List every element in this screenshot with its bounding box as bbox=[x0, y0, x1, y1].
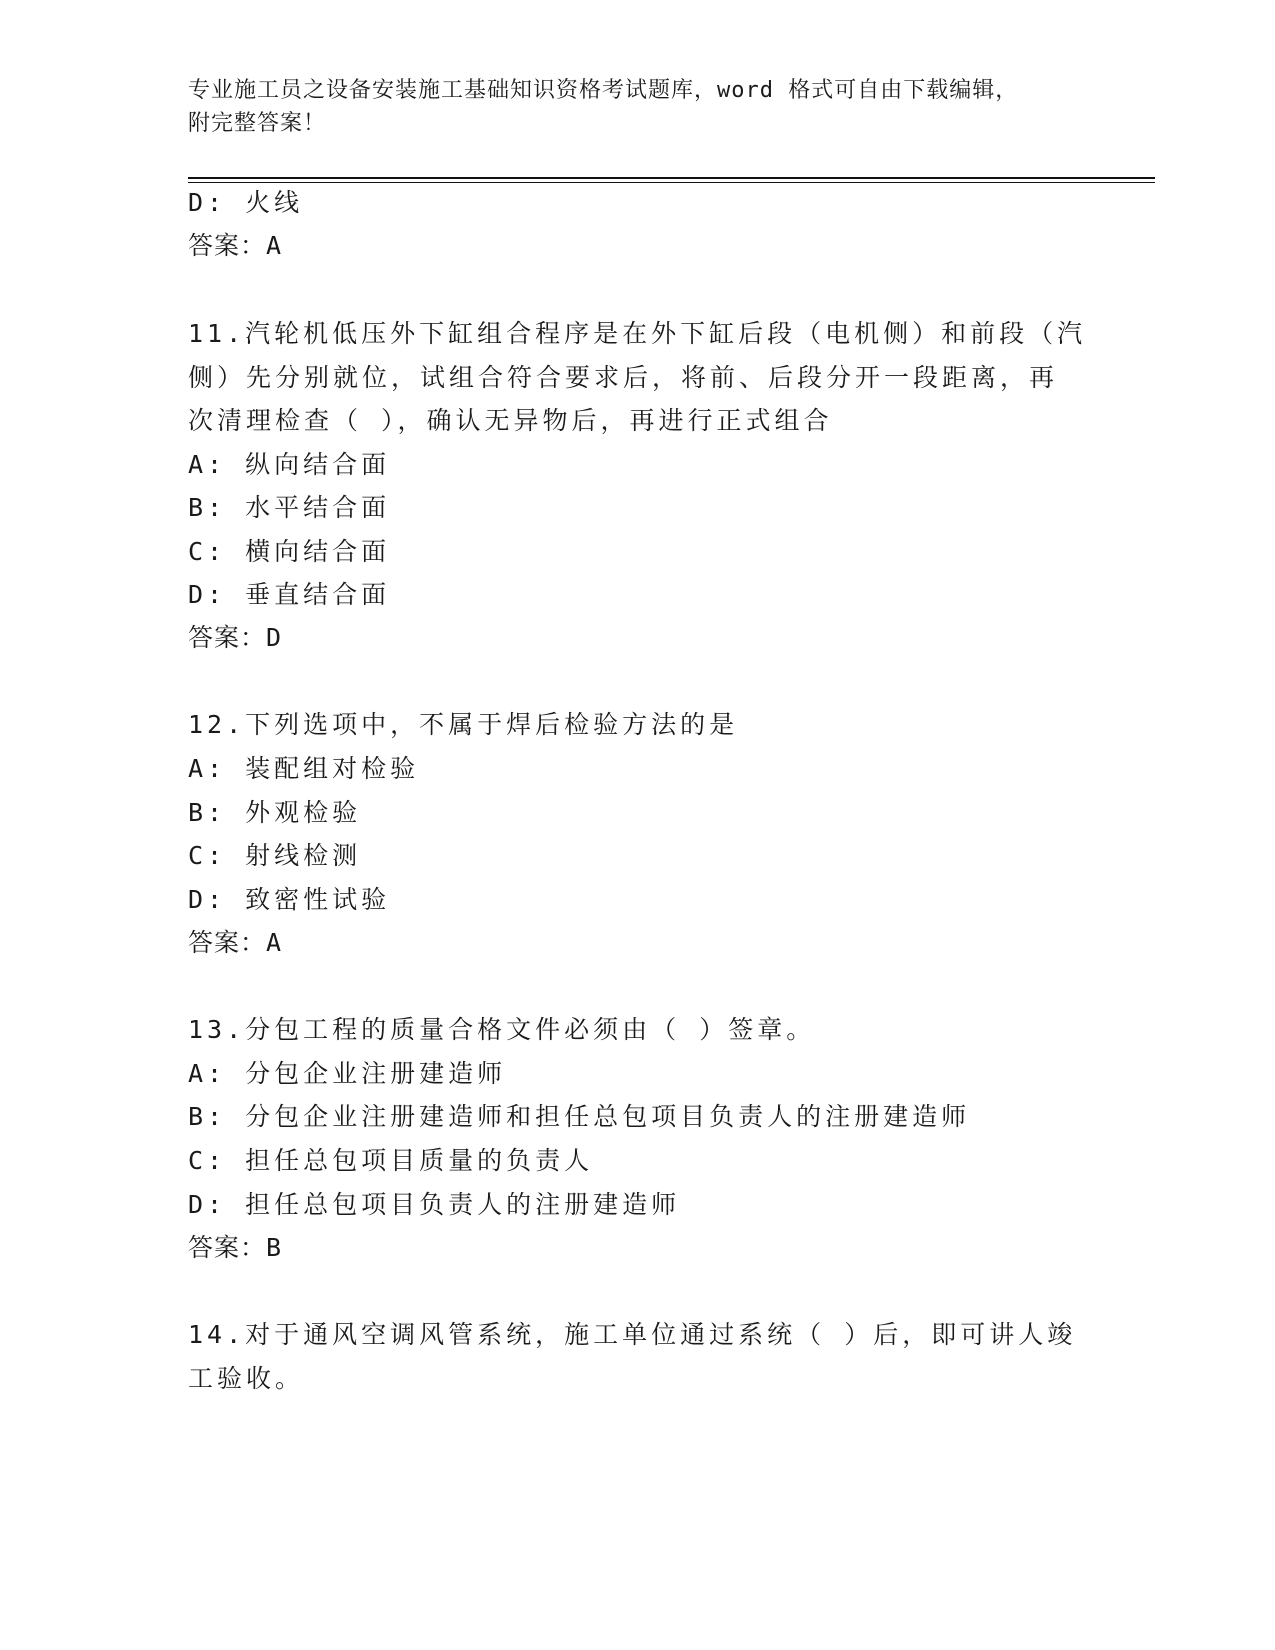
q12-answer bbox=[188, 928, 282, 958]
q11-line-3: 次清理检查（ ），确认无异物后，再进行正式组合 bbox=[188, 406, 833, 435]
answer-label: 答案： bbox=[188, 231, 267, 260]
q13-option-c: C: 担任总包项目质量的负责人 bbox=[188, 1146, 594, 1175]
q11-line-1: 11.汽轮机低压外下缸组合程序是在外下缸后段（电机侧）和前段（汽 bbox=[188, 319, 1087, 348]
q13-line-1: 13.分包工程的质量合格文件必须由（ ）签章。 bbox=[188, 1015, 816, 1044]
q11-option-b: B: 水平结合面 bbox=[188, 493, 391, 522]
q12-option-d: D: 致密性试验 bbox=[188, 885, 391, 914]
answer-value: B bbox=[266, 1233, 283, 1262]
q11-option-c: C: 横向结合面 bbox=[188, 537, 391, 566]
q14-line-2: 工验收。 bbox=[188, 1364, 305, 1393]
prev-option-d: D: 火线 bbox=[188, 188, 304, 217]
header-divider-thin bbox=[188, 182, 1155, 183]
q14-line-1: 14.对于通风空调风管系统，施工单位通过系统（ ）后，即可讲人竣 bbox=[188, 1320, 1077, 1349]
q12-option-b: B: 外观检验 bbox=[188, 798, 362, 827]
answer-label: 答案： bbox=[188, 928, 267, 957]
header-line-2: 附完整答案！ bbox=[188, 111, 327, 136]
q11-line-2: 侧）先分别就位，试组合符合要求后，将前、后段分开一段距离，再 bbox=[188, 363, 1059, 392]
q11-option-a: A: 纵向结合面 bbox=[188, 450, 391, 479]
answer-label: 答案： bbox=[188, 623, 267, 652]
q13-option-d: D: 担任总包项目负责人的注册建造师 bbox=[188, 1190, 681, 1219]
q13-option-b: B: 分包企业注册建造师和担任总包项目负责人的注册建造师 bbox=[188, 1102, 971, 1131]
answer-value: D bbox=[266, 623, 283, 652]
header-line-1: 专业施工员之设备安装施工基础知识资格考试题库，word 格式可自由下载编辑， bbox=[188, 78, 1019, 103]
q11-option-d: D: 垂直结合面 bbox=[188, 580, 391, 609]
header-divider-thick bbox=[188, 177, 1155, 179]
q12-line-1: 12.下列选项中，不属于焊后检验方法的是 bbox=[188, 710, 739, 739]
answer-label: 答案： bbox=[188, 1233, 267, 1262]
q12-option-a: A: 装配组对检验 bbox=[188, 754, 420, 783]
answer-value: A bbox=[266, 928, 283, 957]
q11-answer bbox=[188, 623, 282, 653]
q12-option-c: C: 射线检测 bbox=[188, 841, 362, 870]
prev-answer bbox=[188, 231, 282, 261]
q13-option-a: A: 分包企业注册建造师 bbox=[188, 1059, 507, 1088]
q13-answer bbox=[188, 1233, 282, 1263]
document-header bbox=[188, 74, 1088, 140]
answer-value: A bbox=[266, 231, 283, 260]
